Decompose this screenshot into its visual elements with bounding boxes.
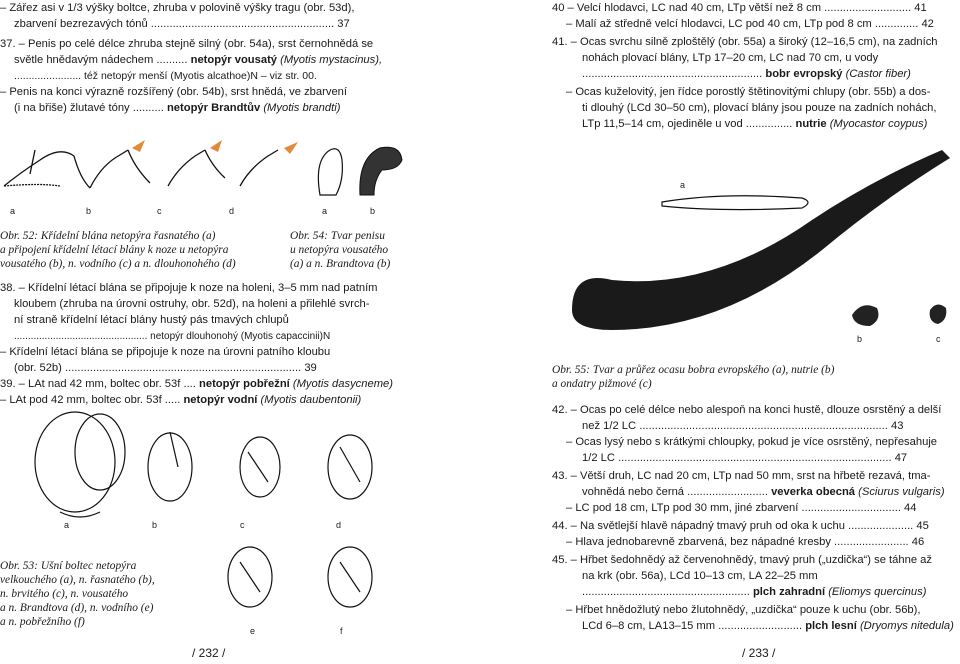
figure-label: b xyxy=(86,206,92,216)
fig55-tail-drawings xyxy=(552,140,960,340)
figure-label: a xyxy=(10,206,16,216)
key-line: – LAt pod 42 mm, boltec obr. 53f ..... netopýr vodní (Myotis daubentonii) xyxy=(0,394,362,406)
species-latin: (Castor fiber) xyxy=(845,68,911,80)
key-line: ti dlouhý (LCd 30–50 cm), plovací blány jsou pouze na zadních nohách, xyxy=(582,102,937,114)
figure-label: d xyxy=(336,520,342,530)
fig52-wing-drawings xyxy=(0,138,300,198)
key-line: – Ocas kuželovitý, jen řídce porostlý štětinovitými chlupy (obr. 55b) a dos- xyxy=(566,86,931,98)
species-name: plch zahradní xyxy=(752,586,826,598)
species-name: plch lesní xyxy=(805,620,857,632)
figure-label: f xyxy=(340,626,343,636)
fig54-caption-line: (a) a n. Brandtova (b) xyxy=(290,258,391,270)
key-line: – Hlava jednobarevně zbarvená, bez nápadné kresby ........................ 46 xyxy=(566,536,925,548)
key-line: než 1/2 LC ................................................................................ 43 xyxy=(582,420,904,432)
fig53-caption-line: a n. pobřežního (f) xyxy=(0,616,85,628)
figure-label: a xyxy=(64,520,70,530)
key-line: 39. – LAt nad 42 mm, boltec obr. 53f .... netopýr pobřežní (Myotis dasycneme) xyxy=(0,378,393,390)
key-line: 40 – Velcí hlodavci, LC nad 40 cm, LTp větší než 8 cm ............................ 41 xyxy=(552,2,927,14)
fig53-caption-line: Obr. 53: Ušní boltec netopýra xyxy=(0,560,137,572)
species-name: netopýr pobřežní xyxy=(199,378,290,390)
key-line: 1/2 LC ........................................................................................ 47 xyxy=(582,452,908,464)
figure-label: b xyxy=(370,206,376,216)
key-line: 41. – Ocas svrchu silně zploštělý (obr. 55a) a široký (12–16,5 cm), na zadních xyxy=(552,36,938,48)
species-latin: (Eliomys quercinus) xyxy=(828,586,927,598)
key-line: – Křídelní létací blána se připojuje k noze na úrovni patního kloubu xyxy=(0,346,331,358)
key-line: LTp 11,5–14 cm, ojediněle u vod ............... nutrie (Myocastor coypus) xyxy=(582,118,928,130)
key-line: (obr. 52b) ............................................................................ 39 xyxy=(14,362,317,374)
key-line: vohnědá nebo černá .......................... veverka obecná (Sciurus vulgaris) xyxy=(582,486,945,498)
key-line: LCd 6–8 cm, LA13–15 mm ........................... plch lesní (Dryomys nitedula) xyxy=(582,620,954,632)
species-name: netopýr Brandtův xyxy=(166,102,261,114)
key-line: na krk (obr. 56a), LCd 10–13 cm, LA 22–25 mm xyxy=(582,570,818,582)
figure-label: e xyxy=(250,626,256,636)
right-page xyxy=(552,0,960,664)
figure-label: a xyxy=(322,206,328,216)
key-line: (i na břiše) žlutavé tóny .......... netopýr Brandtův (Myotis brandti) xyxy=(14,102,341,114)
key-line: – Penis na konci výrazně rozšířený (obr. 54b), srst hnědá, ve zbarvení xyxy=(0,86,348,98)
key-line: nohách plovací blány, LTp 17–20 cm, LC nad 70 cm, u vody xyxy=(582,52,879,64)
fig54-caption-line: Obr. 54: Tvar penisu xyxy=(290,230,385,242)
species-name: netopýr vousatý xyxy=(190,54,278,66)
key-line: – Malí až středně velcí hlodavci, LC pod 40 cm, LTp pod 8 cm .............. 42 xyxy=(566,18,934,30)
key-line: 43. – Větší druh, LC nad 20 cm, LTp nad 50 mm, srst na hřbetě rezavá, tma- xyxy=(552,470,931,482)
key-line: – LC pod 18 cm, LTp pod 30 mm, jiné zbarvení ................................ 44 xyxy=(566,502,917,514)
key-line: ....................... též netopýr menší (Myotis alcathoe)N – viz str. 00. xyxy=(14,70,317,82)
fig53-caption-line: a n. Brandtova (d), n. vodního (e) xyxy=(0,602,154,614)
fig55-caption-line: Obr. 55: Tvar a průřez ocasu bobra evropského (a), nutrie (b) xyxy=(552,364,835,376)
figure-label: c xyxy=(936,334,941,344)
figure-label: c xyxy=(157,206,162,216)
key-line: – Ocas lysý nebo s krátkými chloupky, pokud je více osrstěný, nepřesahuje xyxy=(566,436,938,448)
species-name: netopýr vodní xyxy=(183,394,258,406)
fig53-caption-line: velkouchého (a), n. řasnatého (b), xyxy=(0,574,155,586)
key-line: 37. – Penis po celé délce zhruba stejně silný (obr. 54a), srst černohnědá se xyxy=(0,38,374,50)
figure-label: d xyxy=(229,206,235,216)
species-name: veverka obecná xyxy=(771,486,856,498)
key-line: ní straně křídelní létací blány hustý pás tmavých chlupů xyxy=(14,314,289,326)
species-latin: (Myotis mystacinus), xyxy=(280,54,383,66)
species-latin: (Myotis daubentonii) xyxy=(260,394,362,406)
species-latin: (Dryomys nitedula) xyxy=(859,620,954,632)
key-line: 45. – Hřbet šedohnědý až červenohnědý, tmavý pruh („uzdička“) se táhne až xyxy=(552,554,932,566)
fig52-caption-line: Obr. 52: Křídelní blána netopýra řasnatého (a) xyxy=(0,230,216,242)
page-number: / 233 / xyxy=(742,646,776,660)
species-latin: (Myotis dasycneme) xyxy=(292,378,393,390)
species-latin: (Myotis brandti) xyxy=(263,102,341,114)
species-name: nutrie xyxy=(795,118,827,130)
key-line: zbarvení bezrezavých tónů ........................................................... 37 xyxy=(14,18,350,30)
fig53-caption-line: n. brvitého (c), n. vousatého xyxy=(0,588,129,600)
fig55-caption-line: a ondatry pižmové (c) xyxy=(552,378,652,390)
species-name: bobr evropský xyxy=(765,68,843,80)
species-latin: (Sciurus vulgaris) xyxy=(858,486,945,498)
key-line: ...................................................... plch zahradní (Eliomys quercinus) xyxy=(582,586,927,598)
key-line: 38. – Křídelní létací blána se připojuje k noze na holeni, 3–5 mm nad patním xyxy=(0,282,378,294)
fig52-caption-line: a připojení křídelní létací blány k noze u netopýra xyxy=(0,244,229,256)
key-line: – Zářez asi v 1/3 výšky boltce, zhruba v polovině výšky tragu (obr. 53d), xyxy=(0,2,355,14)
figure-label: b xyxy=(857,334,863,344)
key-line: – Hřbet hnědožlutý nebo žlutohnědý, „uzdička“ pouze k uchu (obr. 56b), xyxy=(566,604,921,616)
fig54-penis-drawings xyxy=(300,140,410,200)
figure-label: b xyxy=(152,520,158,530)
key-line: světle hnědavým nádechem .......... netopýr vousatý (Myotis mystacinus), xyxy=(14,54,383,66)
species-latin: (Myocastor coypus) xyxy=(829,118,928,130)
fig54-caption-line: u netopýra vousatého xyxy=(290,244,389,256)
key-line: kloubem (zhruba na úrovni ostruhy, obr. 52d), na holeni a přilehlé svrch- xyxy=(14,298,370,310)
page-number: / 232 / xyxy=(192,646,226,660)
key-line: .......................................................... bobr evropský (Castor fiber) xyxy=(582,68,911,80)
key-line: 42. – Ocas po celé délce nebo alespoň na konci hustě, dlouze osrstěný a delší xyxy=(552,404,942,416)
fig52-caption-line: vousatého (b), n. vodního (c) a n. dlouhonohého (d) xyxy=(0,258,236,270)
figure-label: c xyxy=(240,520,245,530)
figure-label: a xyxy=(680,180,686,190)
left-page xyxy=(0,0,420,664)
key-line: ................................................ netopýr dlouhonohý (Myotis capaccinii)N xyxy=(14,331,331,342)
key-line: 44. – Na světlejší hlavě nápadný tmavý pruh od oka k uchu ..................... 45 xyxy=(552,520,929,532)
